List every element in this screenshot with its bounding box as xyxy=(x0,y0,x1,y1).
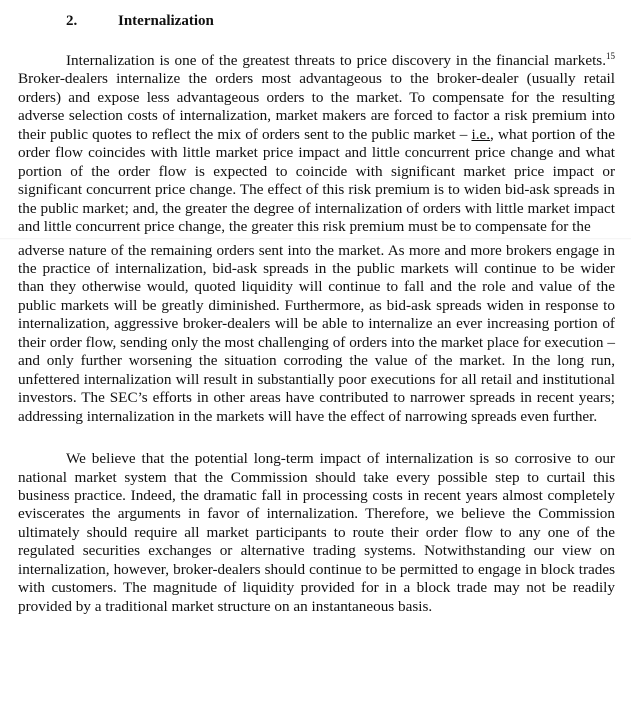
paragraph-1-top xyxy=(18,52,615,237)
section-title: Internalization xyxy=(118,13,214,29)
paragraph-1-text-a: Internalization is one of the greatest threats to price discovery in the financial markets. xyxy=(66,52,606,69)
paragraph-2-text: We believe that the potential long-term impact of internalization is so corrosive to our national market system that the Commission should take every possible step to curtail this business practice. Indeed, the dramatic fall in processing costs in recent years almost completely eviscerates the arguments in favor of internalization. Therefore, we believe the Commission ultimately should require all market participants to route their order flow to any one of the regulated securities exchanges or alternative trading systems. Notwithstanding our view on internalization, however, broker-dealers should continue to be permitted to engage in block trades with customers. The magnitude of liquidity provided for in a block trade may not be readily provided by a traditional market structure on an instantaneous basis. xyxy=(18,450,615,615)
section-number: 2. xyxy=(66,13,78,29)
document-page xyxy=(18,10,615,616)
paragraph-2 xyxy=(18,450,615,616)
ie-abbreviation: i.e. xyxy=(471,125,491,143)
paragraph-1-text-b: Broker-dealers internalize the orders most advantageous to the broker-dealer (usually retail orders) and expose less advantageous orders to the market. To compensate for the resulting adverse selection costs of internalization, market makers are forced to factor a risk premium into their public quotes to reflect the mix of orders sent to the public market – xyxy=(18,70,615,143)
scan-page-seam xyxy=(0,238,631,240)
paragraph-1-text-c: , what portion of the order flow coincides with little market price impact and little concurrent price change and what portion of the order flow is expected to coincide with significant market price impact or significant concurrent price change. The effect of this risk premium is to widen bid-ask spreads in the public market; and, the greater the degree of internalization of orders with little market impact and little concurrent price change, the greater this risk premium must be to compensate for the xyxy=(18,125,616,236)
footnote-reference: 15 xyxy=(606,50,615,61)
paragraph-1-bottom xyxy=(18,242,615,427)
section-heading xyxy=(18,10,615,32)
paragraph-1-text-d: adverse nature of the remaining orders sent into the market. As more and more brokers engage in the practice of internalization, bid-ask spreads in the public markets will continue to be wider than they otherwise would, quoted liquidity will continue to fall and the role and value of the public markets will be greatly diminished. Furthermore, as bid-ask spreads widen in response to internalization, aggressive broker-dealers will be able to internalize an ever increasing portion of their order flow, sending only the most challenging of orders into the market place for execution – and only further worsening the situation corroding the value of the market. In the long run, unfettered internalization will result in substantially poor executions for all retail and institutional investors. The SEC’s efforts in other areas have contributed to narrower spreads in recent years; addressing internalization in the markets will have the effect of narrowing spreads even further. xyxy=(18,241,615,425)
